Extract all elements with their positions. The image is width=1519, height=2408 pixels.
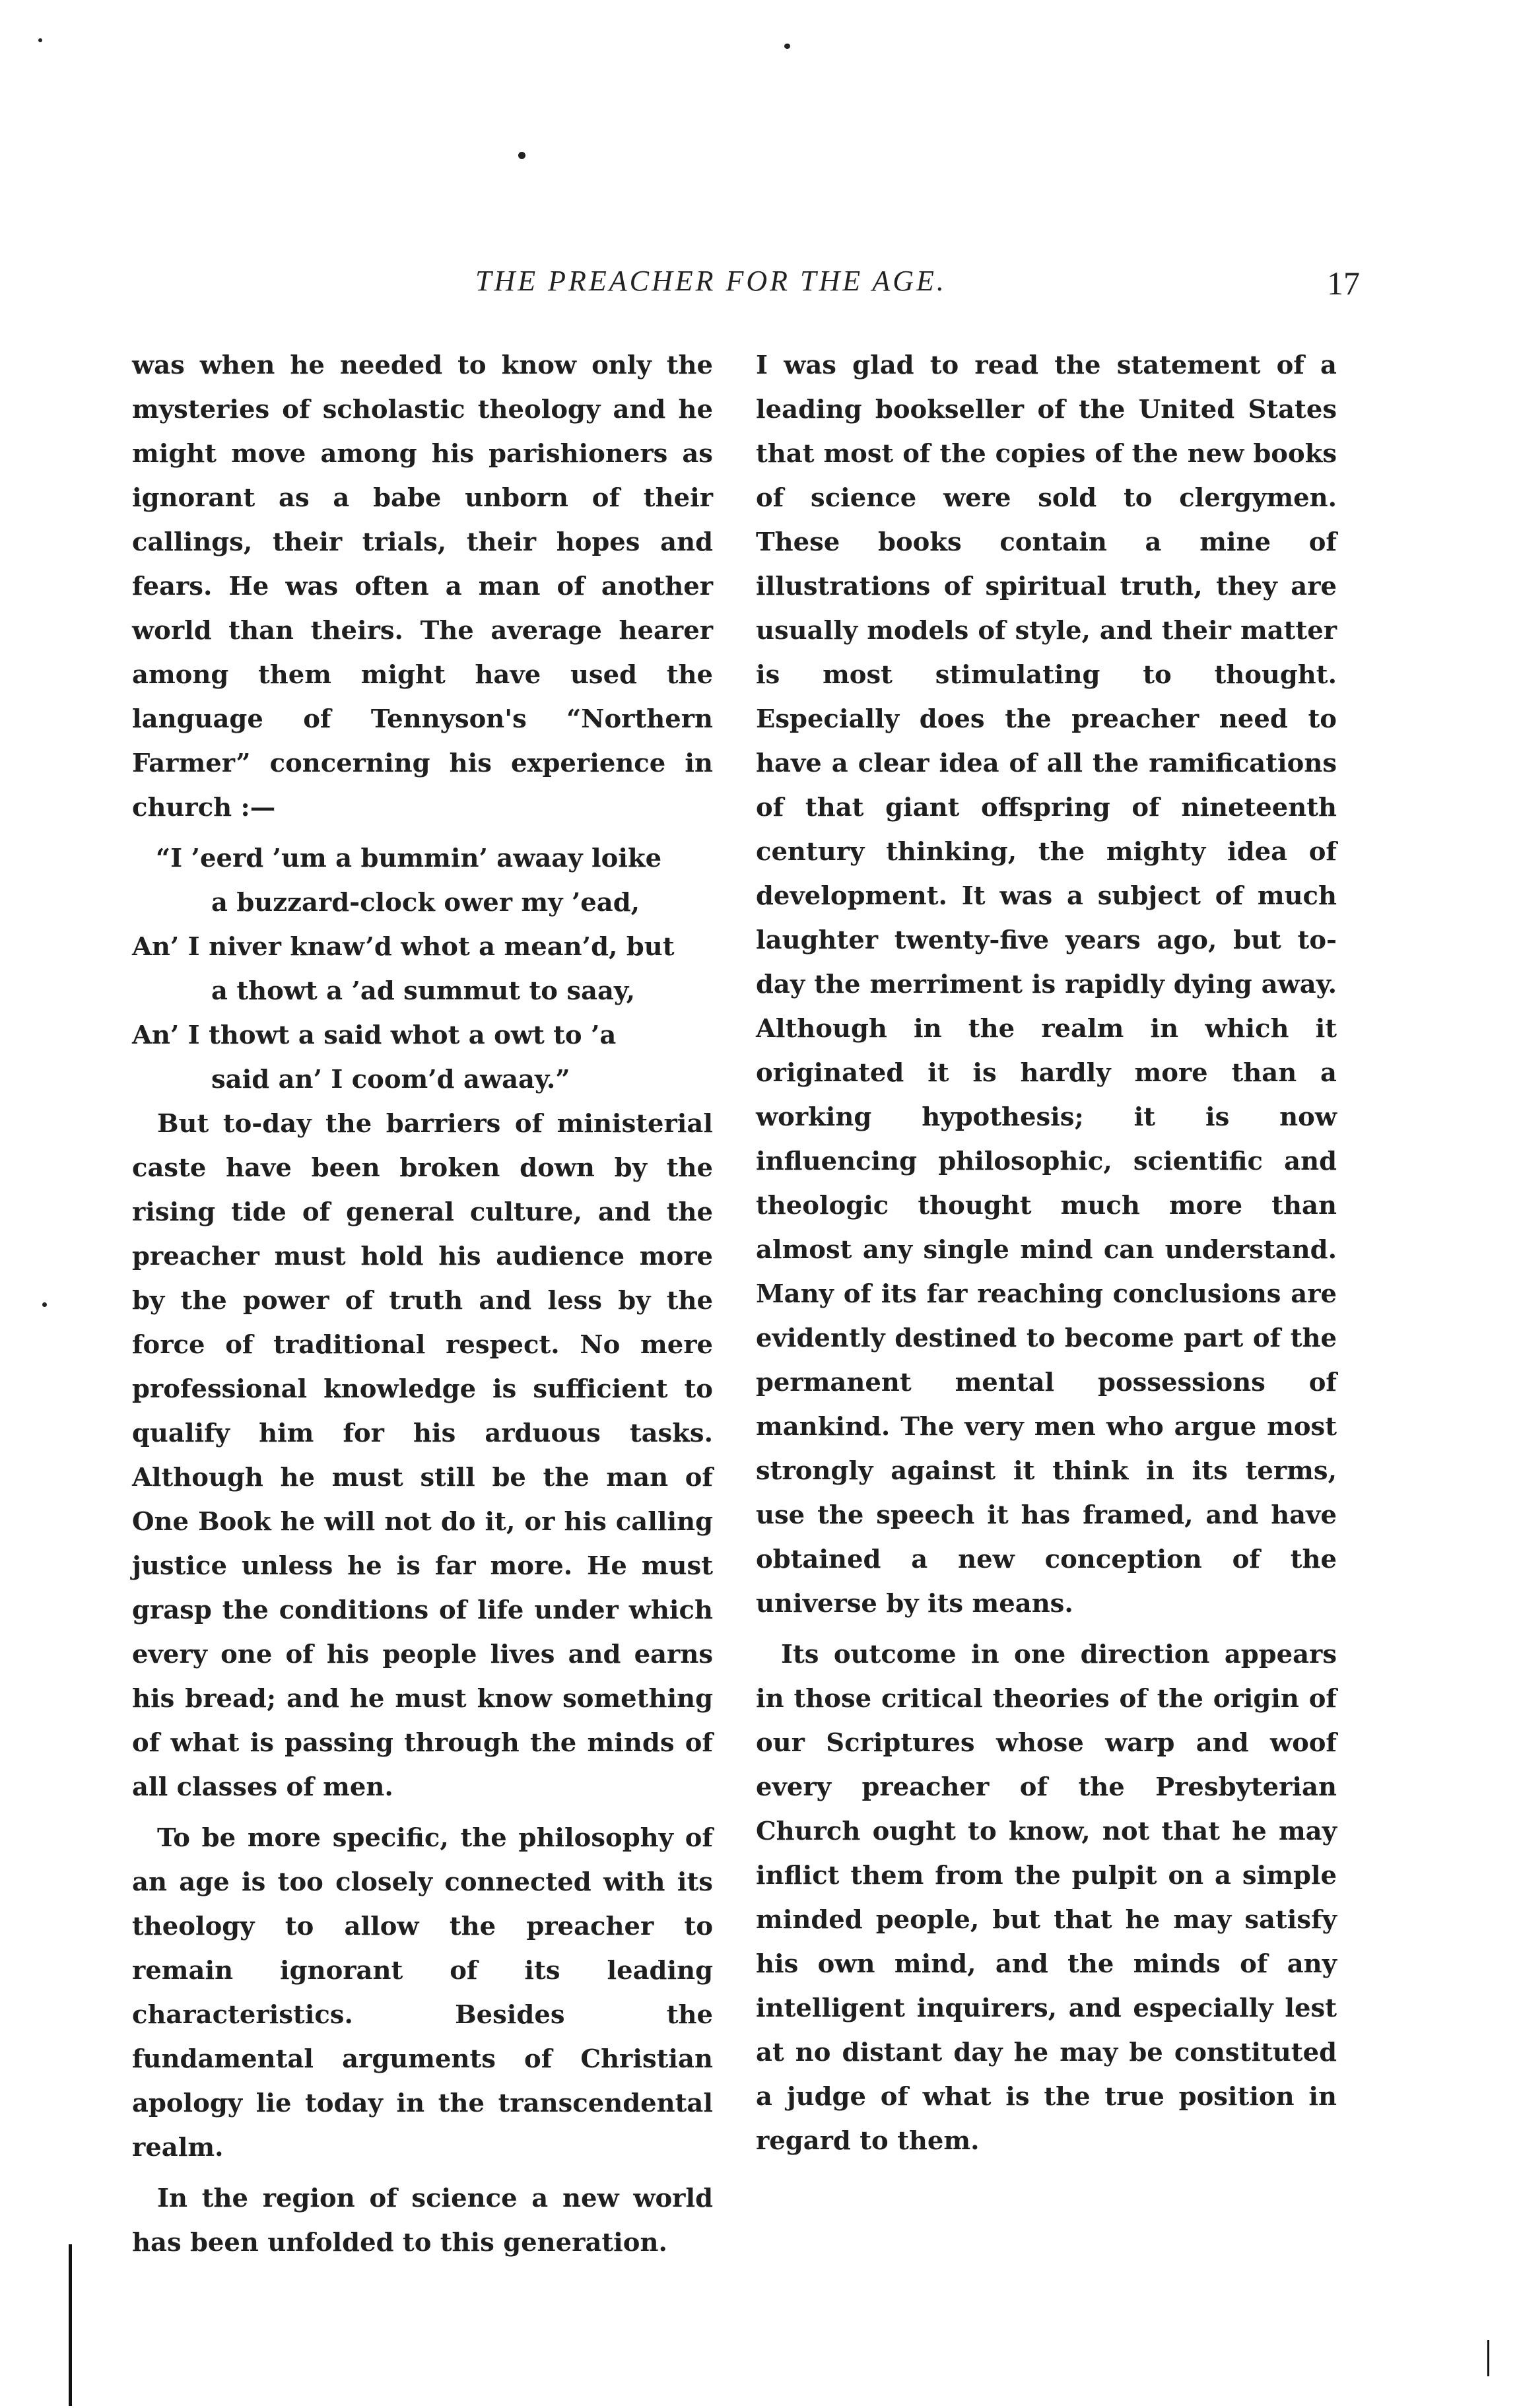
running-title: THE PREACHER FOR THE AGE. bbox=[475, 265, 947, 297]
paragraph: But to-day the barriers of ministerial caste have been broken down by the rising tide of general culture, and the preacher must hold his audience more by the power of truth and less by the force of traditional respect. No mere professional knowledge is sufficient to qualify him for his arduous tasks. Although he must still be the man of One Book he will not do it, or his calling justice unless he is far more. He must grasp the conditions of life under which every one of his people lives and earns his bread; and he must know something of what is passing through the minds of all classes of men. bbox=[132, 1109, 713, 1802]
verse-line: a thowt a ’ad summut to saay, bbox=[211, 976, 635, 1006]
paragraph: In the region of science a new world has been unfolded to this generation. bbox=[132, 2184, 713, 2258]
scan-speck bbox=[38, 38, 42, 42]
verse-quotation bbox=[132, 836, 713, 1102]
paragraph: To be more specific, the philosophy of an age is too closely connected with its theology to allow the preacher to remain ignorant of its leading characteristics. Besides the fundamental arguments of Christian apology lie today in the transcendental realm. bbox=[132, 1823, 713, 2162]
page-number: 17 bbox=[1327, 265, 1360, 302]
verse-line: An’ I niver knaw’d whot a mean’d, but bbox=[132, 932, 675, 962]
verse-line: said an’ I coom’d awaay.” bbox=[211, 1065, 570, 1094]
scan-speck bbox=[784, 44, 790, 49]
page-header bbox=[475, 264, 1386, 310]
scan-edge-mark bbox=[69, 2244, 72, 2406]
scan-speck bbox=[42, 1302, 47, 1307]
verse-line: “I ’eerd ’um a bummin’ awaay loike bbox=[156, 844, 662, 873]
scan-edge-mark bbox=[1487, 2340, 1489, 2376]
right-column bbox=[756, 343, 1337, 2170]
paragraph: was when he needed to know only the mysteries of scholastic theology and he might move among his parishioners as ignorant as a babe unborn of their callings, their trials, their hopes and fears. He was often a man of another world than theirs. The average hearer among them might have used the language of Tennyson's “Northern Farmer” concerning his experience in church :— bbox=[132, 351, 713, 822]
verse-line: An’ I thowt a said whot a owt to ’a bbox=[132, 1020, 617, 1050]
left-column bbox=[132, 343, 713, 2271]
verse-line: a buzzard-clock ower my ’ead, bbox=[211, 888, 640, 918]
scan-speck bbox=[518, 152, 525, 159]
paragraph: I was glad to read the statement of a leading bookseller of the United States that most of the copies of the new books of science were sold to clergymen. These books contain a mine of illustrations of spiritual truth, they are usually models of style, and their matter is most stimulating to thought. Especially does the preacher need to have a clear idea of all the ramifications of that giant offspring of nineteenth century thinking, the mighty idea of development. It was a subject of much laughter twenty-five years ago, but to-day the merriment is rapidly dying away. Although in the realm in which it originated it is hardly more than a working hypothesis; it is now influencing philosophic, scientific and theologic thought much more than almost any single mind can understand. Many of its far reaching conclusions are evidently destined to become part of the permanent mental possessions of mankind. The very men who argue most strongly against it think in its terms, use the speech it has framed, and have obtained a new conception of the universe by its means. bbox=[756, 351, 1337, 1619]
paragraph: Its outcome in one direction appears in those critical theories of the origin of our Scriptures whose warp and woof every preacher of the Presbyterian Church ought to know, not that he may inflict them from the pulpit on a simple minded people, but that he may satisfy his own mind, and the minds of any intelligent inquirers, and especially lest at no distant day he may be constituted a judge of what is the true position in regard to them. bbox=[756, 1640, 1337, 2156]
